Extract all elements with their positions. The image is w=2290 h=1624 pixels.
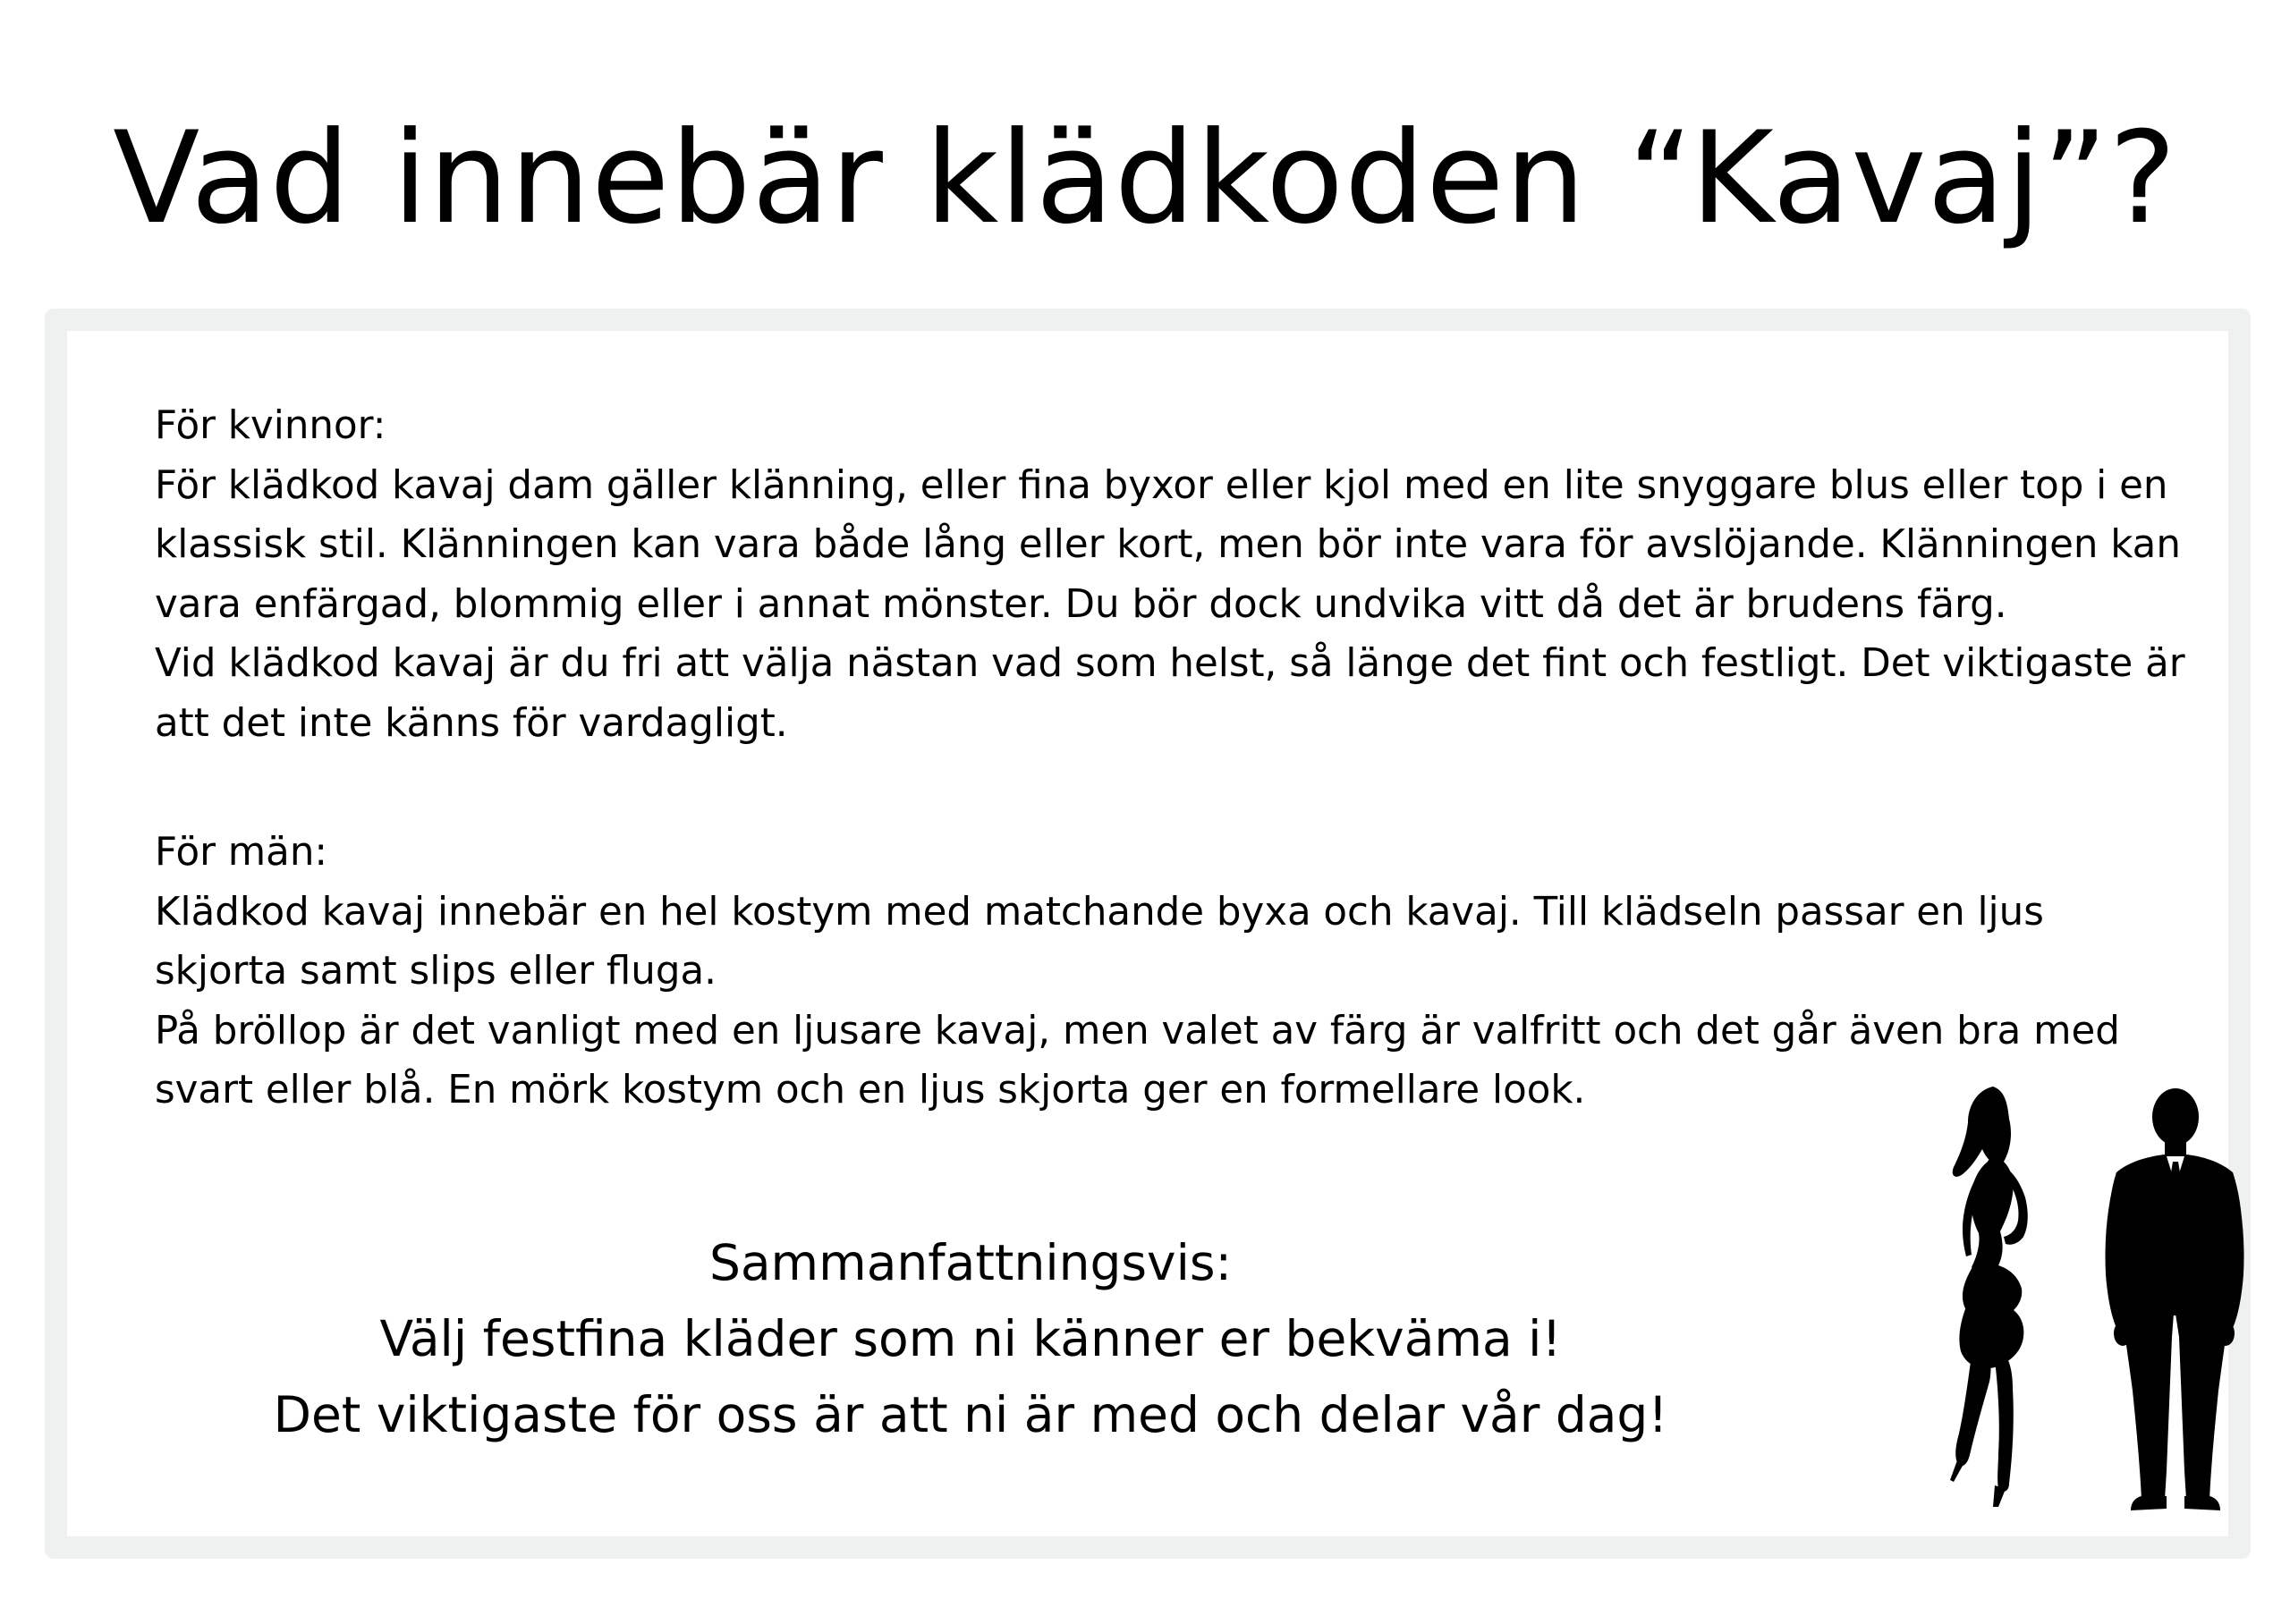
page-title: Vad innebär klädkoden “Kavaj”? [113,105,2177,252]
summary-line: Det viktigaste för oss är att ni är med och delar vår dag! [273,1386,1668,1443]
woman-silhouette-icon [1950,1087,2028,1507]
men-line: På bröllop är det vanligt med en ljusare kavaj, men valet av färg är valfritt och det går även bra med [155,1008,2120,1053]
women-line: Vid klädkod kavaj är du fri att välja nästan vad som helst, så länge det fint och festligt. Det viktigaste är [155,641,2185,686]
summary-heading: Sammanfattningsvis: [708,1234,1233,1291]
men-line: skjorta samt slips eller fluga. [155,949,717,994]
summary-line: Välj festfina kläder som ni känner er bekväma i! [379,1310,1562,1367]
men-line: Klädkod kavaj innebär en hel kostym med matchande byxa och kavaj. Till klädseln passar en ljus [155,889,2044,935]
women-line: klassisk stil. Klänningen kan vara både lång eller kort, men bör inte vara för avslöjande. Klänningen kan [155,522,2181,567]
man-silhouette-icon [2106,1088,2244,1510]
women-line: För klädkod kavaj dam gäller klänning, eller fina byxor eller kjol med en lite snyggare blus eller top i en [155,462,2168,508]
summary-section [94,1225,1847,1453]
women-line: att det inte känns för vardagligt. [155,700,788,746]
men-heading: För män: [155,830,328,875]
content-panel [67,331,2228,1536]
content-frame [45,309,2251,1559]
women-heading: För kvinnor: [155,403,386,448]
men-line: svart eller blå. En mörk kostym och en ljus skjorta ger en formellare look. [155,1068,1586,1112]
couple-silhouette-icon [1941,1087,2263,1516]
women-line: vara enfärgad, blommig eller i annat mönster. Du bör dock undvika vitt då det är brudens färg. [155,581,2007,627]
men-section [155,823,2120,1121]
women-section [155,396,2185,753]
